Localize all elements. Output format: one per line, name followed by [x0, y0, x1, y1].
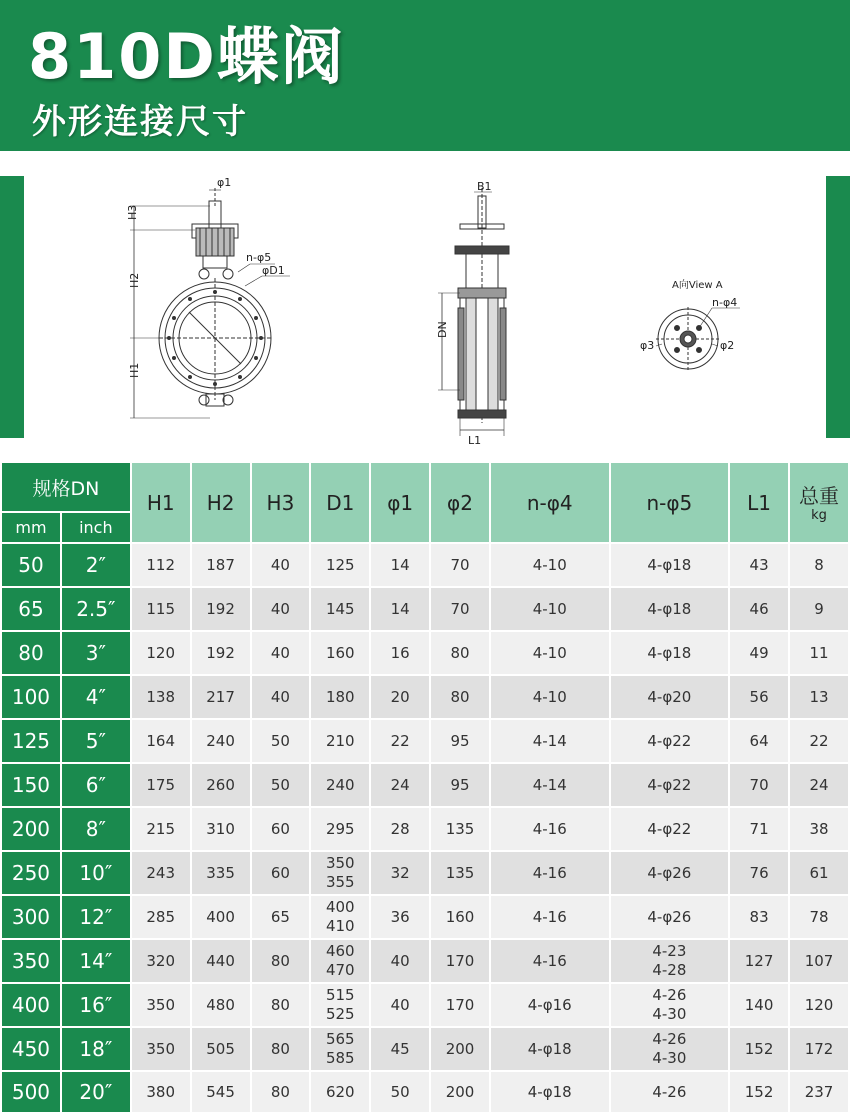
cell-n-phi5: 4-φ22 [610, 807, 730, 851]
dimension-table [0, 461, 850, 1114]
label-h1: H1 [128, 362, 141, 378]
cell-h2: 505 [191, 1027, 251, 1071]
weight-header-label: 总重 [799, 483, 839, 508]
cell-h2: 310 [191, 807, 251, 851]
cell-d1: 460 470 [310, 939, 370, 983]
cell-h3: 40 [251, 675, 311, 719]
cell-h1: 350 [131, 983, 191, 1027]
cell-weight: 13 [789, 675, 849, 719]
cell-n-phi5: 4-23 4-28 [610, 939, 730, 983]
table-row [1, 631, 849, 675]
cell-d1: 160 [310, 631, 370, 675]
page-title: 810D蝶阀 [28, 20, 345, 93]
cell-n-phi5: 4-φ18 [610, 631, 730, 675]
cell-phi1: 14 [370, 543, 430, 587]
cell-h2: 217 [191, 675, 251, 719]
cell-d1: 240 [310, 763, 370, 807]
table-row [1, 675, 849, 719]
size-inch-cell: 10″ [61, 851, 131, 895]
cell-n-phi5: 4-26 4-30 [610, 983, 730, 1027]
cell-weight: 9 [789, 587, 849, 631]
cell-phi2: 170 [430, 939, 490, 983]
cell-n-phi5: 4-26 4-30 [610, 1027, 730, 1071]
cell-phi2: 135 [430, 807, 490, 851]
col-header-h2: H2 [191, 462, 251, 543]
cell-h1: 215 [131, 807, 191, 851]
label-view-a: A向View A [672, 280, 723, 291]
size-inch-cell: 8″ [61, 807, 131, 851]
subheader-mm: mm [1, 512, 61, 543]
cell-n-phi5: 4-26 [610, 1071, 730, 1113]
size-inch-cell: 5″ [61, 719, 131, 763]
cell-phi1: 32 [370, 851, 430, 895]
front-view [130, 188, 290, 418]
size-mm-cell: 80 [1, 631, 61, 675]
page-subtitle: 外形连接尺寸 [32, 102, 248, 142]
cell-h2: 480 [191, 983, 251, 1027]
size-mm-cell: 65 [1, 587, 61, 631]
table-row [1, 983, 849, 1027]
cell-d1: 620 [310, 1071, 370, 1113]
cell-l1: 71 [729, 807, 789, 851]
cell-n-phi5: 4-φ22 [610, 719, 730, 763]
label-phi1: φ1 [217, 176, 232, 189]
cell-phi2: 170 [430, 983, 490, 1027]
cell-h2: 440 [191, 939, 251, 983]
table-row [1, 1027, 849, 1071]
size-inch-cell: 2″ [61, 543, 131, 587]
size-inch-cell: 16″ [61, 983, 131, 1027]
cell-n-phi4: 4-10 [490, 675, 610, 719]
cell-weight: 78 [789, 895, 849, 939]
cell-phi2: 80 [430, 675, 490, 719]
cell-d1: 400 410 [310, 895, 370, 939]
cell-weight: 172 [789, 1027, 849, 1071]
table-row [1, 807, 849, 851]
cell-l1: 70 [729, 763, 789, 807]
cell-n-phi5: 4-φ18 [610, 543, 730, 587]
cell-h3: 40 [251, 587, 311, 631]
cell-d1: 125 [310, 543, 370, 587]
cell-d1: 180 [310, 675, 370, 719]
cell-phi1: 16 [370, 631, 430, 675]
size-mm-cell: 200 [1, 807, 61, 851]
cell-n-phi4: 4-14 [490, 763, 610, 807]
cell-l1: 127 [729, 939, 789, 983]
cell-d1: 145 [310, 587, 370, 631]
col-header-d1: D1 [310, 462, 370, 543]
size-mm-cell: 50 [1, 543, 61, 587]
cell-d1: 350 355 [310, 851, 370, 895]
cell-phi1: 36 [370, 895, 430, 939]
cell-n-phi5: 4-φ22 [610, 763, 730, 807]
cell-h1: 320 [131, 939, 191, 983]
cell-l1: 140 [729, 983, 789, 1027]
weight-unit-label: kg [811, 507, 827, 523]
cell-phi2: 160 [430, 895, 490, 939]
cell-phi1: 40 [370, 983, 430, 1027]
cell-n-phi4: 4-φ16 [490, 983, 610, 1027]
col-header-n-phi5: n-φ5 [610, 462, 730, 543]
cell-phi1: 40 [370, 939, 430, 983]
cell-h1: 115 [131, 587, 191, 631]
cell-h3: 65 [251, 895, 311, 939]
size-inch-cell: 2.5″ [61, 587, 131, 631]
cell-h1: 138 [131, 675, 191, 719]
cell-n-phi4: 4-14 [490, 719, 610, 763]
label-dn: DN [436, 321, 449, 338]
cell-h2: 400 [191, 895, 251, 939]
size-inch-cell: 20″ [61, 1071, 131, 1113]
cell-h3: 80 [251, 939, 311, 983]
cell-h2: 260 [191, 763, 251, 807]
table-row [1, 939, 849, 983]
table-row [1, 587, 849, 631]
cell-phi1: 22 [370, 719, 430, 763]
cell-weight: 61 [789, 851, 849, 895]
cell-weight: 107 [789, 939, 849, 983]
cell-weight: 22 [789, 719, 849, 763]
cell-n-phi4: 4-16 [490, 807, 610, 851]
cell-h3: 60 [251, 851, 311, 895]
table-row [1, 895, 849, 939]
size-inch-cell: 6″ [61, 763, 131, 807]
cell-h1: 120 [131, 631, 191, 675]
cell-l1: 152 [729, 1071, 789, 1113]
cell-d1: 565 585 [310, 1027, 370, 1071]
table-row [1, 1071, 849, 1113]
label-phi-d1: φD1 [262, 264, 285, 277]
label-n-phi5: n-φ5 [246, 251, 272, 264]
cell-n-phi5: 4-φ26 [610, 895, 730, 939]
cell-phi2: 200 [430, 1071, 490, 1113]
cell-h3: 60 [251, 807, 311, 851]
cell-h2: 240 [191, 719, 251, 763]
size-mm-cell: 400 [1, 983, 61, 1027]
dimension-table-body [1, 543, 849, 1113]
spec-dn-header: 规格DN [1, 462, 131, 512]
cell-h3: 50 [251, 719, 311, 763]
table-row [1, 543, 849, 587]
size-mm-cell: 100 [1, 675, 61, 719]
cell-weight: 11 [789, 631, 849, 675]
cell-phi2: 200 [430, 1027, 490, 1071]
cell-n-phi5: 4-φ26 [610, 851, 730, 895]
size-mm-cell: 450 [1, 1027, 61, 1071]
label-phi3: φ3 [640, 339, 655, 352]
cell-h1: 380 [131, 1071, 191, 1113]
cell-l1: 46 [729, 587, 789, 631]
cell-n-phi4: 4-φ18 [490, 1071, 610, 1113]
label-n-phi4: n-φ4 [712, 296, 738, 309]
cell-phi1: 50 [370, 1071, 430, 1113]
cell-d1: 515 525 [310, 983, 370, 1027]
cell-n-phi4: 4-10 [490, 587, 610, 631]
cell-n-phi4: 4-10 [490, 543, 610, 587]
label-l1: L1 [468, 434, 482, 447]
cell-h3: 80 [251, 1071, 311, 1113]
label-h2: H2 [128, 272, 141, 288]
cell-l1: 49 [729, 631, 789, 675]
cell-h1: 350 [131, 1027, 191, 1071]
col-header-phi2: φ2 [430, 462, 490, 543]
size-inch-cell: 14″ [61, 939, 131, 983]
cell-n-phi5: 4-φ20 [610, 675, 730, 719]
col-header-phi1: φ1 [370, 462, 430, 543]
cell-phi1: 45 [370, 1027, 430, 1071]
cell-weight: 120 [789, 983, 849, 1027]
cell-phi1: 28 [370, 807, 430, 851]
cell-d1: 210 [310, 719, 370, 763]
cell-weight: 237 [789, 1071, 849, 1113]
cell-weight: 38 [789, 807, 849, 851]
cell-d1: 295 [310, 807, 370, 851]
col-header-n-phi4: n-φ4 [490, 462, 610, 543]
valve-dimension-drawing [100, 168, 800, 453]
cell-l1: 56 [729, 675, 789, 719]
cell-h3: 50 [251, 763, 311, 807]
cell-h1: 243 [131, 851, 191, 895]
cell-weight: 24 [789, 763, 849, 807]
cell-n-phi5: 4-φ18 [610, 587, 730, 631]
left-accent-bar [0, 176, 24, 438]
cell-n-phi4: 4-10 [490, 631, 610, 675]
label-b1: B1 [477, 180, 492, 193]
cell-phi1: 24 [370, 763, 430, 807]
cell-phi2: 95 [430, 763, 490, 807]
cell-phi2: 70 [430, 587, 490, 631]
cell-h1: 164 [131, 719, 191, 763]
cell-h2: 192 [191, 631, 251, 675]
cell-l1: 83 [729, 895, 789, 939]
cell-n-phi4: 4-φ18 [490, 1027, 610, 1071]
size-mm-cell: 150 [1, 763, 61, 807]
size-inch-cell: 4″ [61, 675, 131, 719]
label-h3: H3 [126, 204, 139, 220]
size-inch-cell: 12″ [61, 895, 131, 939]
cell-h3: 40 [251, 631, 311, 675]
cell-h1: 112 [131, 543, 191, 587]
label-phi2: φ2 [720, 339, 735, 352]
cell-phi2: 135 [430, 851, 490, 895]
size-mm-cell: 250 [1, 851, 61, 895]
cell-h3: 80 [251, 1027, 311, 1071]
cell-l1: 43 [729, 543, 789, 587]
col-header-l1: L1 [729, 462, 789, 543]
cell-h1: 285 [131, 895, 191, 939]
cell-h2: 545 [191, 1071, 251, 1113]
col-header-weight [789, 462, 849, 543]
col-header-h3: H3 [251, 462, 311, 543]
subheader-inch: inch [61, 512, 131, 543]
right-accent-bar [826, 176, 850, 438]
cell-phi2: 95 [430, 719, 490, 763]
size-inch-cell: 18″ [61, 1027, 131, 1071]
cell-n-phi4: 4-16 [490, 939, 610, 983]
cell-l1: 152 [729, 1027, 789, 1071]
cell-phi1: 14 [370, 587, 430, 631]
cell-n-phi4: 4-16 [490, 895, 610, 939]
size-mm-cell: 125 [1, 719, 61, 763]
cell-l1: 76 [729, 851, 789, 895]
side-view [438, 188, 509, 436]
cell-h2: 192 [191, 587, 251, 631]
cell-h3: 40 [251, 543, 311, 587]
col-header-h1: H1 [131, 462, 191, 543]
cell-weight: 8 [789, 543, 849, 587]
cell-h2: 187 [191, 543, 251, 587]
size-mm-cell: 350 [1, 939, 61, 983]
cell-phi2: 70 [430, 543, 490, 587]
cell-h3: 80 [251, 983, 311, 1027]
cell-phi1: 20 [370, 675, 430, 719]
cell-phi2: 80 [430, 631, 490, 675]
size-mm-cell: 500 [1, 1071, 61, 1113]
size-inch-cell: 3″ [61, 631, 131, 675]
header-banner [0, 0, 850, 151]
cell-h1: 175 [131, 763, 191, 807]
cell-n-phi4: 4-16 [490, 851, 610, 895]
cell-l1: 64 [729, 719, 789, 763]
table-row [1, 851, 849, 895]
table-row [1, 763, 849, 807]
size-mm-cell: 300 [1, 895, 61, 939]
table-row [1, 719, 849, 763]
cell-h2: 335 [191, 851, 251, 895]
